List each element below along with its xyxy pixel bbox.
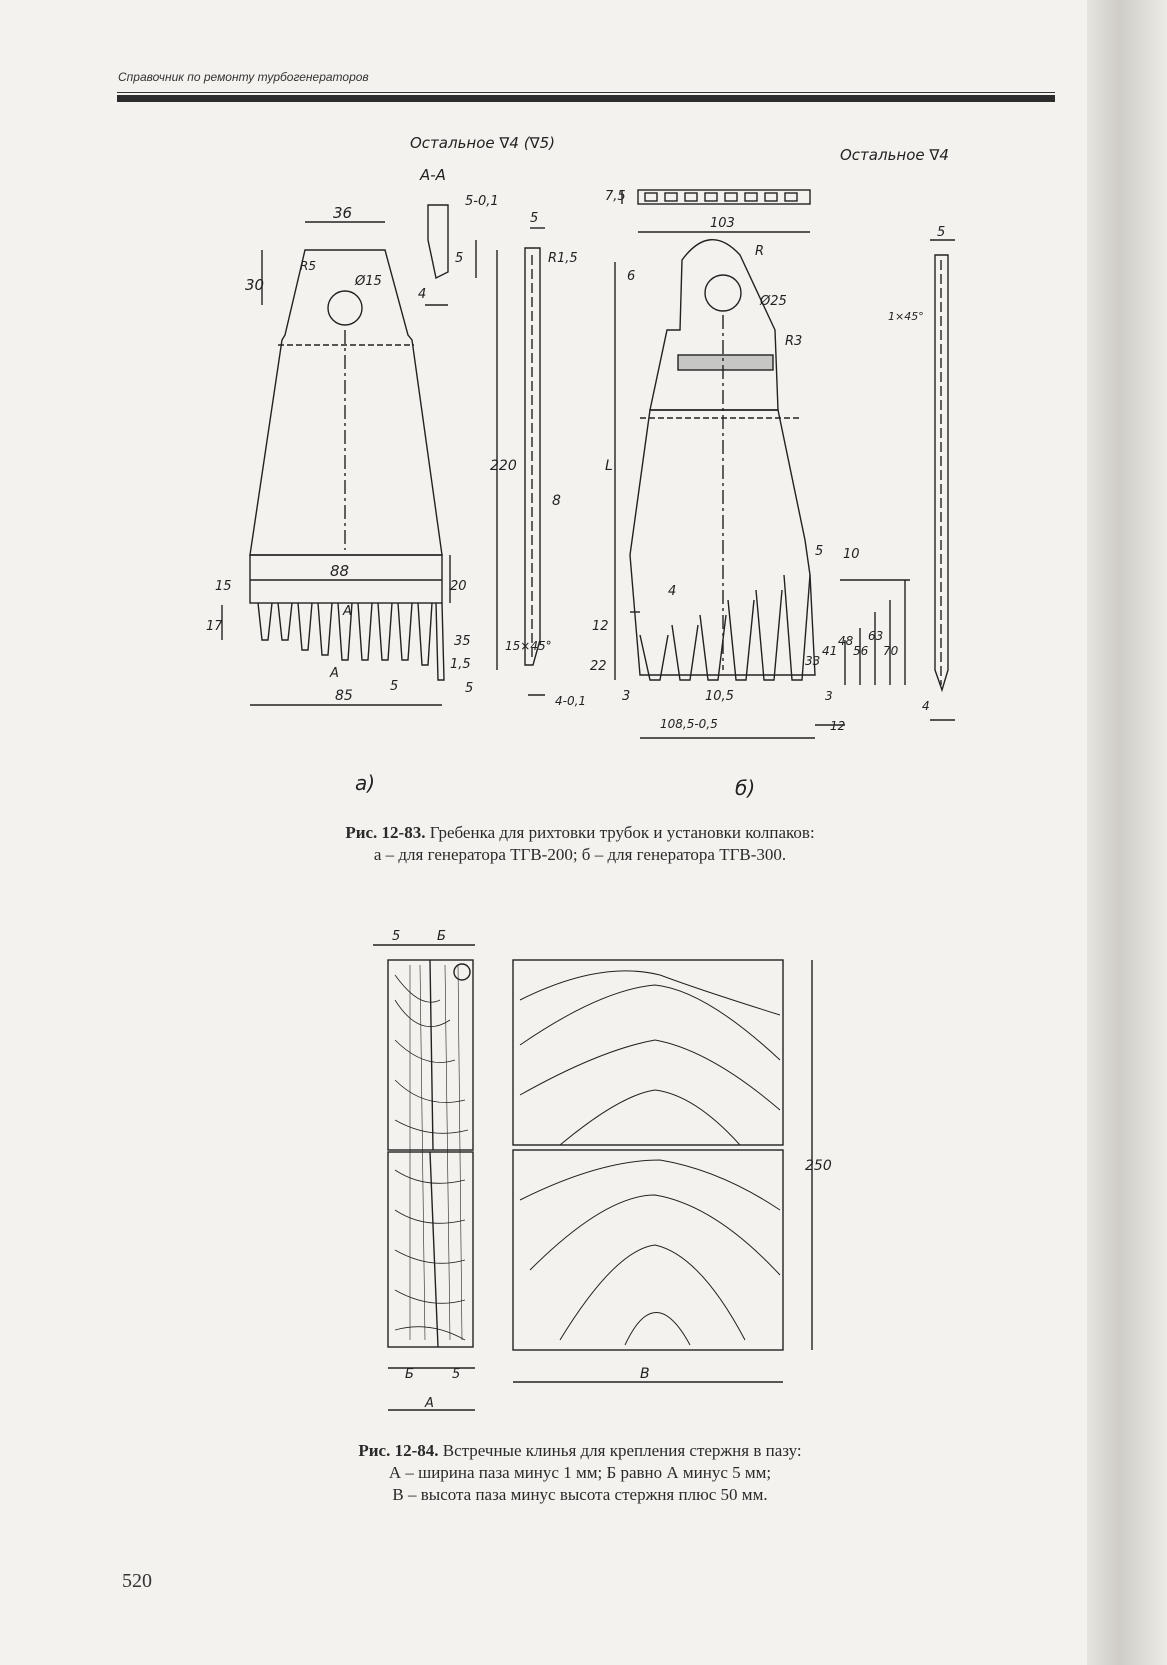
dim-b-phi25: Ø25	[760, 294, 787, 309]
figure-83-caption-line2: а – для генератора ТГВ-200; б – для генератора ТГВ-300.	[373, 845, 787, 864]
figure-84-caption-label: Рис. 12-84.	[358, 1441, 439, 1460]
fig84-dim-b-top: Б	[437, 929, 446, 944]
dim-b-1085: 108,5-0,5	[660, 717, 718, 731]
dim-a-15: 15	[215, 579, 232, 594]
fig84-dim-a: А	[425, 1396, 434, 1411]
dim-a-5top: 5	[530, 211, 539, 226]
dim-b-3: 3	[622, 689, 631, 704]
dim-b-chamfer: 1×45°	[888, 310, 924, 323]
section-label: А-А	[420, 166, 446, 184]
dim-b-70: 70	[883, 644, 899, 658]
surface-note-b: Остальное ∇4	[840, 146, 949, 164]
dim-a-30: 30	[245, 276, 265, 294]
dim-a-8: 8	[552, 493, 561, 509]
dim-b-75: 7,5	[605, 189, 626, 204]
dim-a-85: 85	[335, 688, 353, 704]
dim-b-56: 56	[853, 644, 869, 658]
dim-b-12b: 12	[830, 719, 846, 733]
subfig-a-label: а)	[355, 771, 376, 795]
dim-a-15b: 1,5	[450, 657, 471, 672]
dim-b-33: 33	[805, 654, 821, 668]
figure-84-caption	[140, 1440, 1020, 1506]
dim-a-r15: R1,5	[548, 251, 578, 266]
dim-a-chamfer: 15×45°	[505, 639, 552, 653]
dim-b-r3: R3	[785, 334, 803, 349]
figure-83-caption-text: Гребенка для рихтовки трубок и установки колпаков:	[429, 823, 815, 842]
figure-84-caption-line3: В – высота паза минус высота стержня плюс 50 мм.	[392, 1485, 768, 1504]
dim-b-4: 4	[668, 584, 677, 599]
dim-a-17: 17	[206, 619, 223, 634]
dim-b-5: 5	[815, 544, 824, 559]
dim-b-12: 12	[592, 619, 609, 634]
figure-84-caption-line2: А – ширина паза минус 1 мм; Б равно А минус 5 мм;	[388, 1463, 772, 1482]
subfig-b-label: б)	[735, 776, 756, 800]
section-mark-a: А	[343, 604, 352, 619]
section-mark-a2: А	[330, 666, 339, 681]
figure-83-caption-label: Рис. 12-83.	[345, 823, 426, 842]
dim-a-88: 88	[330, 562, 350, 580]
dim-a-5s: 5	[455, 251, 464, 266]
figure-83-caption	[140, 822, 1020, 866]
fig84-dim-5-bottom: 5	[452, 1367, 461, 1382]
dim-b-3b: 3	[825, 689, 833, 703]
dim-b-L: L	[605, 458, 613, 474]
fig84-dim-b-bottom: Б	[405, 1367, 414, 1382]
dim-a-r5: R5	[300, 259, 316, 273]
dim-b-63: 63	[868, 629, 884, 643]
surface-note-a: Остальное ∇4 (∇5)	[410, 134, 556, 152]
dim-b-6: 6	[627, 269, 636, 284]
dim-a-35: 35	[454, 634, 471, 649]
fig84-dim-v: В	[640, 1366, 650, 1382]
dim-b-41: 41	[822, 644, 838, 658]
dim-b-48: 48	[838, 634, 854, 648]
dim-b-10: 10	[843, 547, 860, 562]
dim-b-5r: 5	[937, 225, 946, 240]
fig84-dim-5-top: 5	[392, 929, 401, 944]
dim-a-5a: 5	[390, 679, 399, 694]
dim-b-r: R	[755, 244, 765, 259]
fig84-dim-250: 250	[805, 1158, 832, 1174]
dim-a-4tol: 4-0,1	[555, 694, 587, 708]
dim-b-22: 22	[590, 659, 607, 674]
dim-a-20: 20	[450, 579, 467, 594]
page-number: 520	[122, 1570, 152, 1592]
dim-a-5b: 5	[465, 681, 474, 696]
dim-a-phi15: Ø15	[355, 274, 382, 289]
dim-a-5tol: 5-0,1	[465, 194, 499, 209]
dim-b-103: 103	[710, 216, 735, 231]
figure-84-caption-text: Встречные клинья для крепления стержня в пазу:	[442, 1441, 802, 1460]
dim-a-36: 36	[333, 204, 353, 222]
dim-a-4s: 4	[418, 287, 427, 302]
dim-b-4b: 4	[922, 699, 930, 713]
dim-a-220: 220	[490, 458, 517, 474]
dim-b-105: 10,5	[705, 689, 734, 704]
running-head: Справочник по ремонту турбогенераторов	[118, 70, 369, 84]
